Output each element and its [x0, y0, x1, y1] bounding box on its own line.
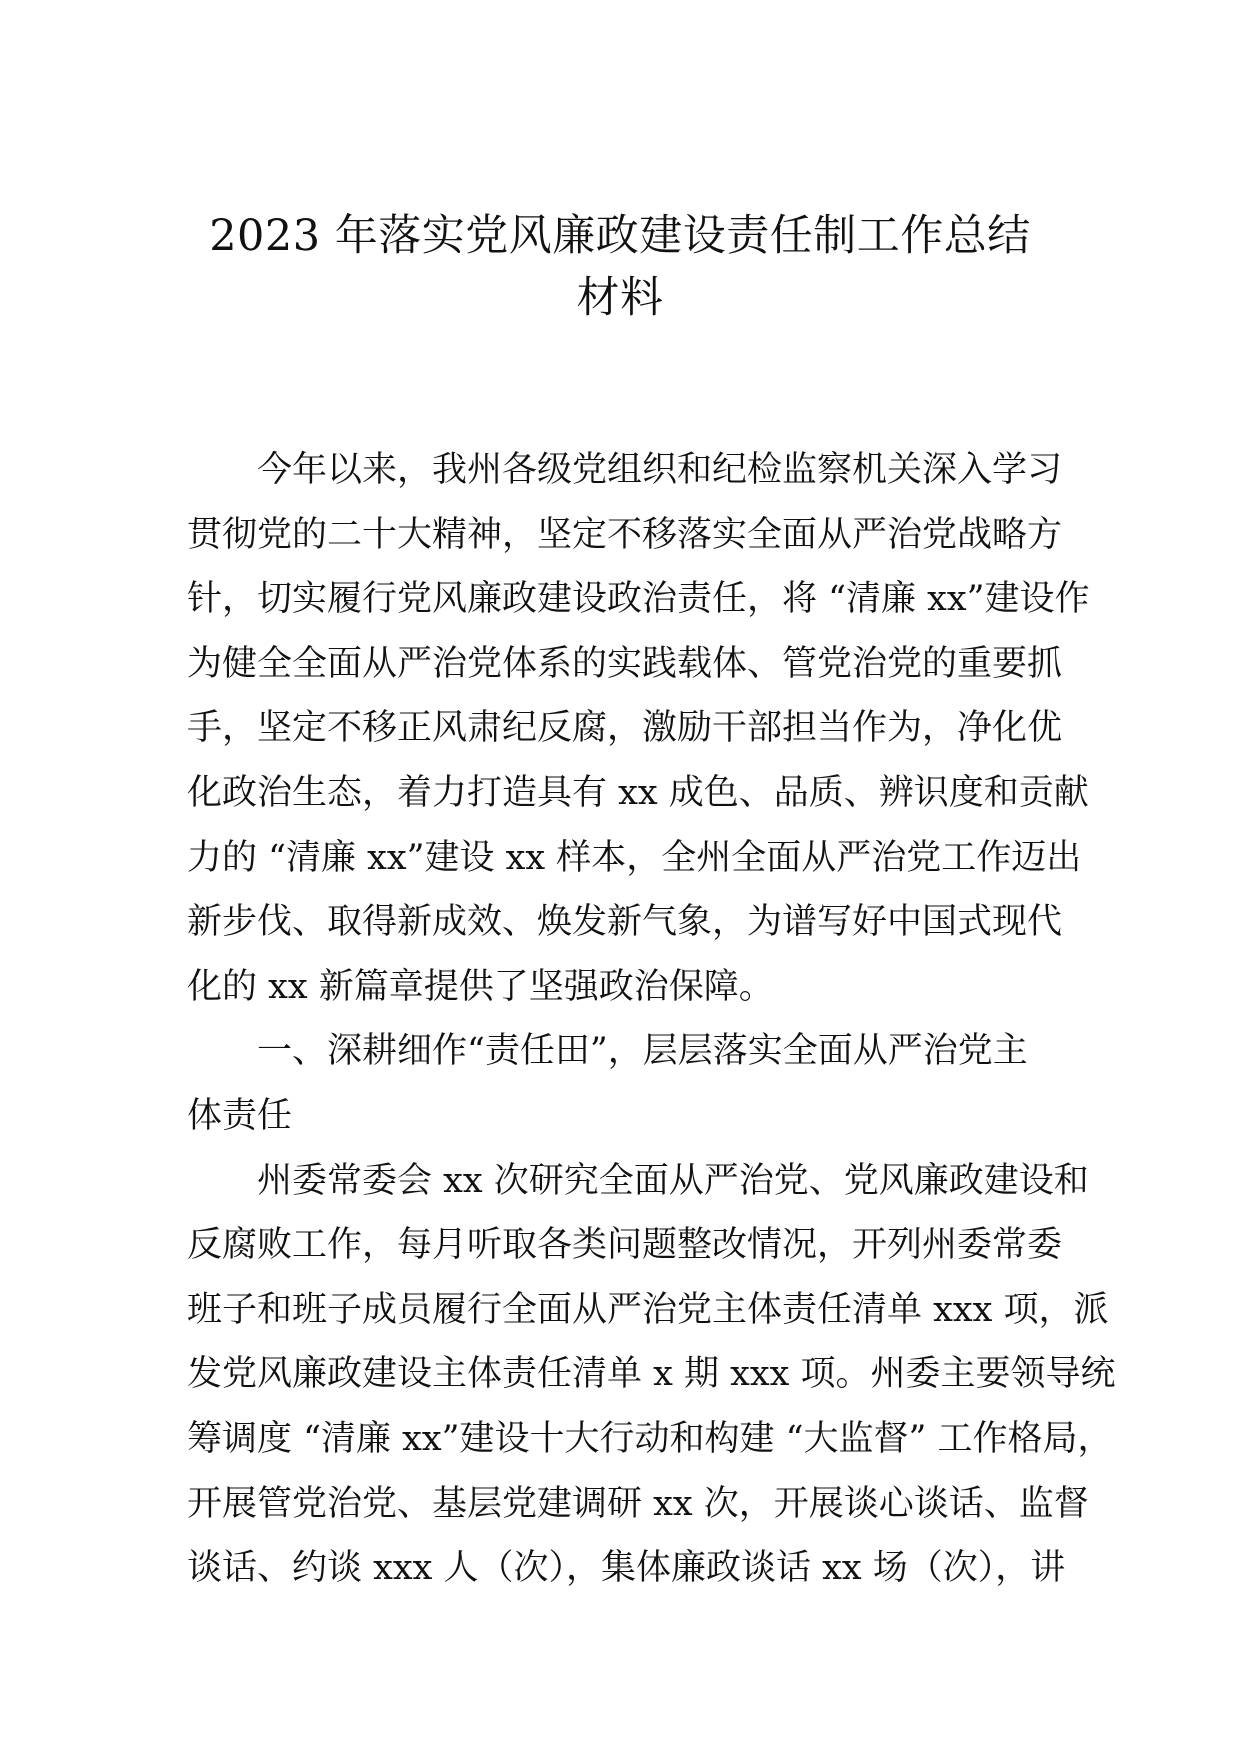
paragraph-1-line: 手，坚定不移正风肃纪反腐，激励干部担当作为，净化优	[187, 708, 1063, 749]
paragraph-1-line: 新步伐、取得新成效、焕发新气象，为谱写好中国式现代	[187, 902, 1063, 943]
paragraph-2-line: 开展管党治党、基层党建调研 xx 次，开展谈心谈话、监督	[187, 1483, 1089, 1524]
title-line: 2023 年落实党风廉政建设责任制工作总结	[209, 211, 1031, 261]
paragraph-1-line: 化的 xx 新篇章提供了坚强政治保障。	[187, 966, 774, 1007]
paragraph-1-line: 今年以来，我州各级党组织和纪检监察机关深入学习	[257, 450, 1063, 490]
paragraph-1-line: 为健全全面从严治党体系的实践载体、管党治党的重要抓	[187, 643, 1063, 684]
paragraph-2-line: 反腐败工作，每月听取各类问题整改情况，开列州委常委	[187, 1225, 1063, 1266]
paragraph-2-line: 筹调度 “清廉 xx”建设十大行动和构建 “大监督” 工作格局，	[187, 1418, 1113, 1459]
paragraph-1-line: 化政治生态，着力打造具有 xx 成色、品质、辨识度和贡献	[187, 772, 1089, 813]
paragraph-1-line: 贯彻党的二十大精神，坚定不移落实全面从严治党战略方	[187, 514, 1063, 555]
paragraph-2-line: 谈话、约谈 xxx 人（次），集体廉政谈话 xx 场（次），讲	[187, 1548, 1066, 1589]
paragraph-1-line: 力的 “清廉 xx”建设 xx 样本，全州全面从严治党工作迈出	[187, 837, 1082, 878]
section-heading-line: 一、深耕细作“责任田”，层层落实全面从严治党主	[257, 1031, 1028, 1072]
paragraph-1-line: 针，切实履行党风廉政建设政治责任，将 “清廉 xx”建设作	[187, 579, 1090, 620]
document-title	[150, 205, 1090, 329]
paragraph-2-line: 班子和班子成员履行全面从严治党主体责任清单 xxx 项，派	[187, 1289, 1109, 1330]
paragraph-2-line: 州委常委会 xx 次研究全面从严治党、党风廉政建设和	[257, 1160, 1089, 1201]
section-heading-line: 体责任	[187, 1095, 293, 1136]
document-body	[187, 438, 1116, 1601]
title-line: 材料	[576, 273, 664, 323]
paragraph-2-line: 发党风廉政建设主体责任清单 x 期 xxx 项。州委主要领导统	[187, 1354, 1116, 1395]
